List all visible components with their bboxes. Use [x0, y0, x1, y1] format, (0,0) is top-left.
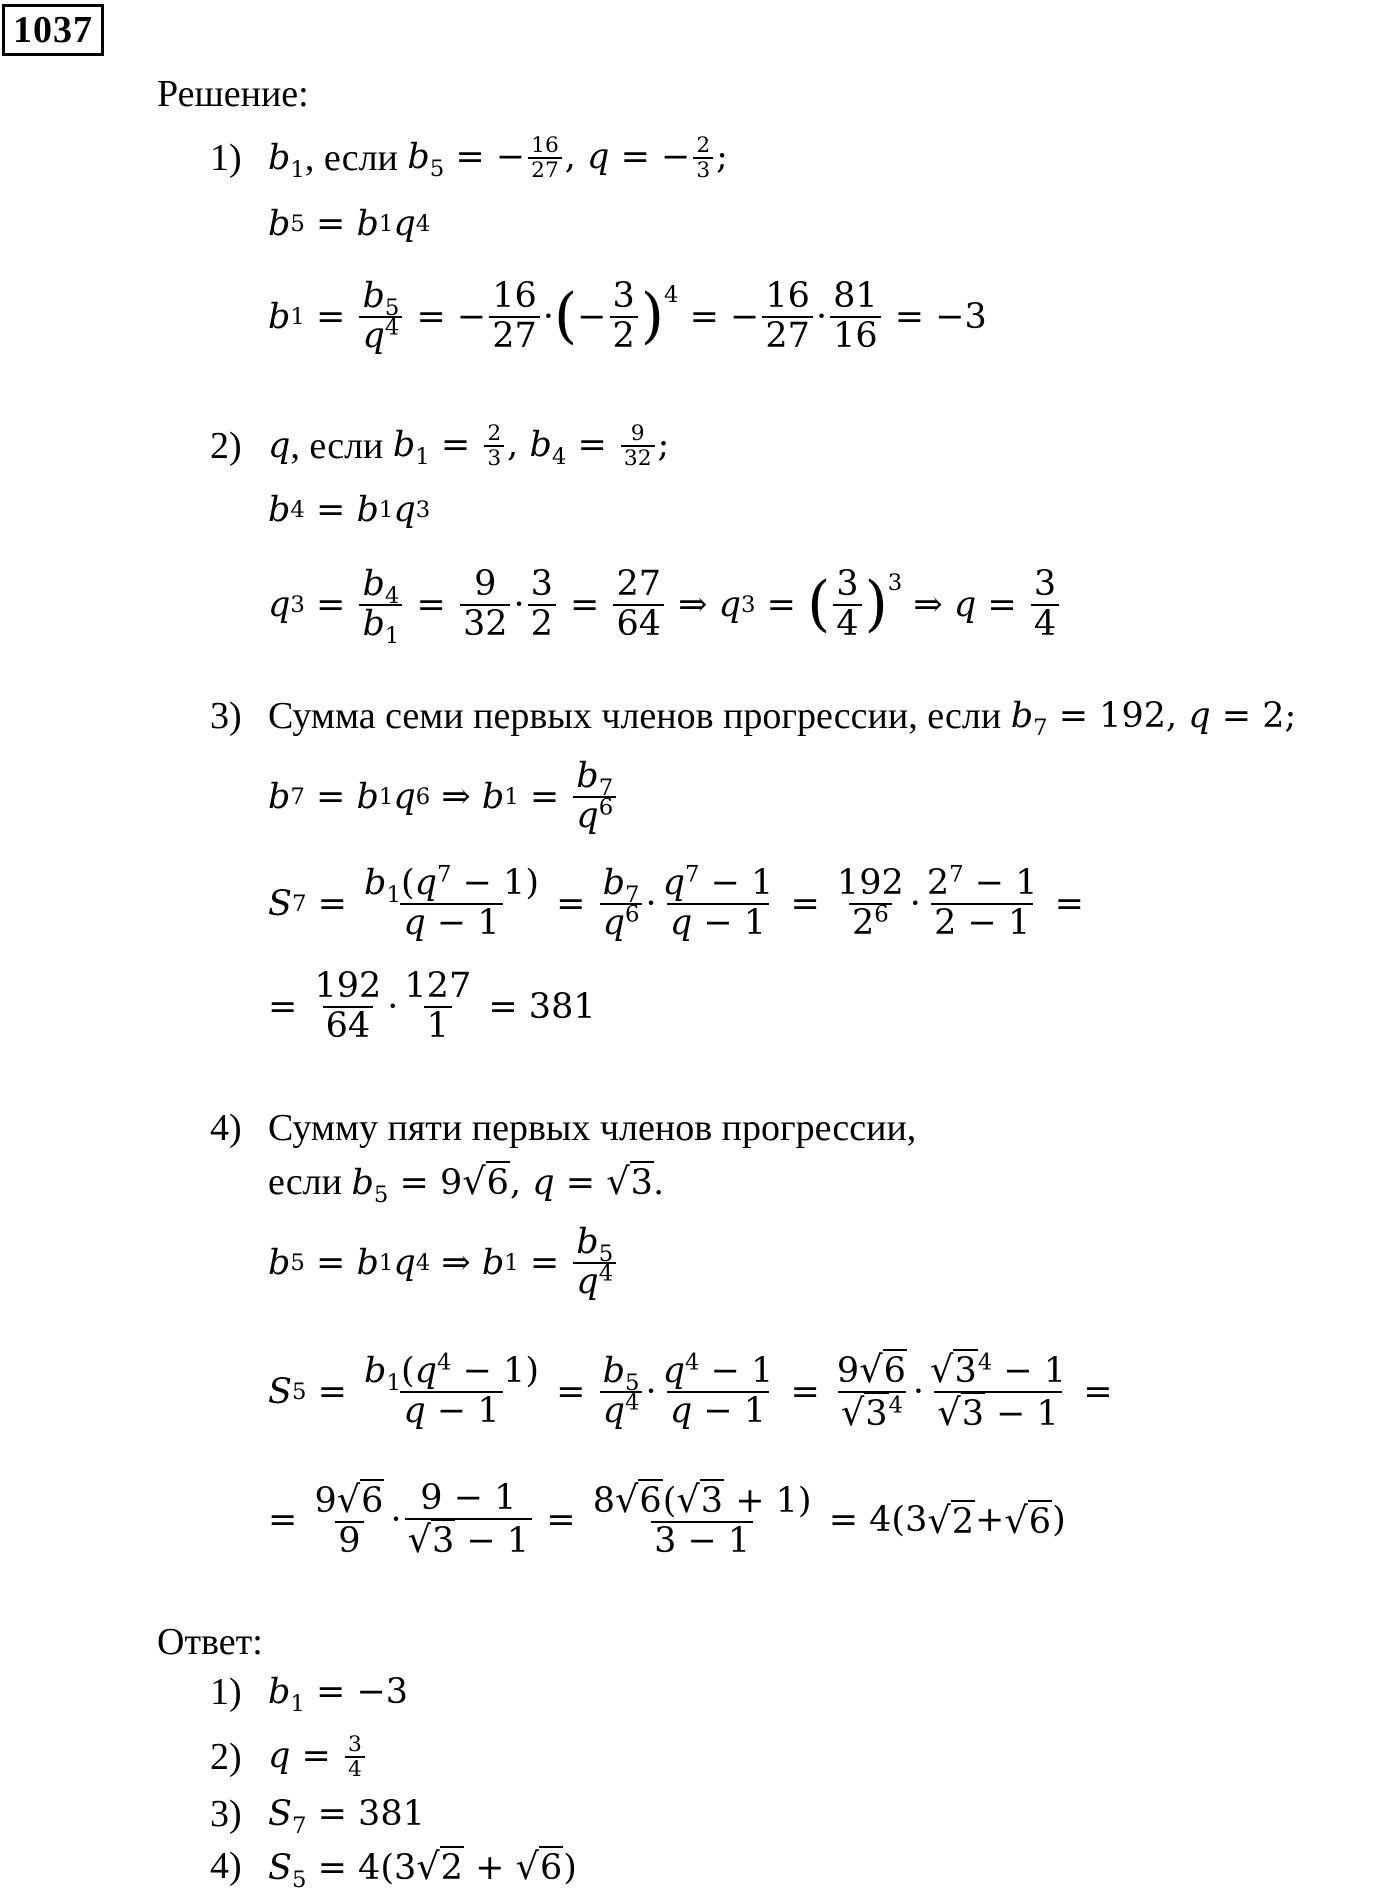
answer-heading: Ответ: — [157, 1621, 263, 1663]
part3-condition: 3) Сумма семи первых членов прогрессии, если $b_7 = 192$, q = 2; — [210, 695, 1297, 741]
part2-formula: b 4 = b 1 q 3 — [268, 490, 431, 530]
part2-label: 2) — [210, 425, 242, 467]
part4-formula: b 5 = b 1 q 4 ⇒ b 1 = $\frac{b_5}{q^4}$ — [268, 1218, 619, 1308]
part2-condition: 2) q , если $b_1$ = $\frac{2}{3}$ , $b_4$ = $\frac{9}{32}$ ; — [210, 420, 670, 471]
part1-condition: 1) $b_1$ , если $b_5$ = − $\frac{16}{27}$ , q = − $\frac{2}{3}$ ; — [210, 132, 728, 183]
answer-2: 2) q = $\frac{3}{4}$ — [210, 1722, 368, 1792]
part2-computation: q 3 = $\frac{b_4}{b_1}$ = $\frac{9}{32}$ · $\frac{3}{2}$ = $\frac{27}{64}$ ⇒ q 3 = ( $\frac{3}{4}$ ) $^3$ ⇒ q = $\frac{3}{4}$ — [268, 560, 1062, 650]
part1-formula: b 5 = b 1 q 4 — [268, 204, 431, 244]
part1-computation: b 1 = $\frac{b_5}{q^4}$ = − $\frac{16}{27}$ · ( − $\frac{3}{2}$ ) $^4$ = − $\frac{16}{27}$ · $\frac{81}{16}$ = −3 — [268, 276, 987, 356]
part4-label: 4) — [210, 1107, 242, 1149]
part4-condition-1: 4) Сумму пяти первых членов прогрессии, — [210, 1107, 917, 1149]
part1-label: 1) — [210, 137, 242, 179]
answer-4: 4) $S_5 = 4(3√2 + √6)$ — [210, 1844, 577, 1893]
part3-formula: b 7 = b 1 q 6 ⇒ b 1 = $\frac{b_7}{q^6}$ — [268, 752, 619, 842]
answer-1: 1) $b_1 = -3$ — [210, 1671, 409, 1717]
part3-computation-2: = $\frac{192}{64}$ · $\frac{127}{1}$ = 381 — [268, 966, 596, 1046]
part4-condition-2: если $b_5 = 9√6$, q = √3. — [268, 1160, 664, 1208]
problem-number: 1037 — [2, 4, 104, 56]
part3-label: 3) — [210, 695, 242, 737]
solution-heading: Решение: — [157, 73, 309, 115]
part4-computation-1: S 5 = $\frac{b_1(q^4 - 1)}{q - 1}$ = $\frac{b_5}{q^4}$ · $\frac{q^4 - 1}{q - 1}$ = $\frac{9√6}{√3^4}$ · $\frac{√3^4 - 1}{√3 - 1}$ = — [268, 1348, 1113, 1434]
part4-computation-2: = $\frac{9√6}{9}$ · $\frac{9 - 1}{√3 - 1}$ = $\frac{8√6(√3 + 1)}{3 - 1}$ = 4(3 √2 + √6 ) — [268, 1477, 1066, 1561]
part3-computation-1: S 7 = $\frac{b_1(q^7 - 1)}{q - 1}$ = $\frac{b_7}{q^6}$ · $\frac{q^7 - 1}{q - 1}$ = $\frac{192}{2^6}$ · $\frac{2^7 - 1}{2 - 1}$ = — [268, 861, 1084, 943]
answer-3: 3) $S_7 = 381$ — [210, 1793, 425, 1839]
